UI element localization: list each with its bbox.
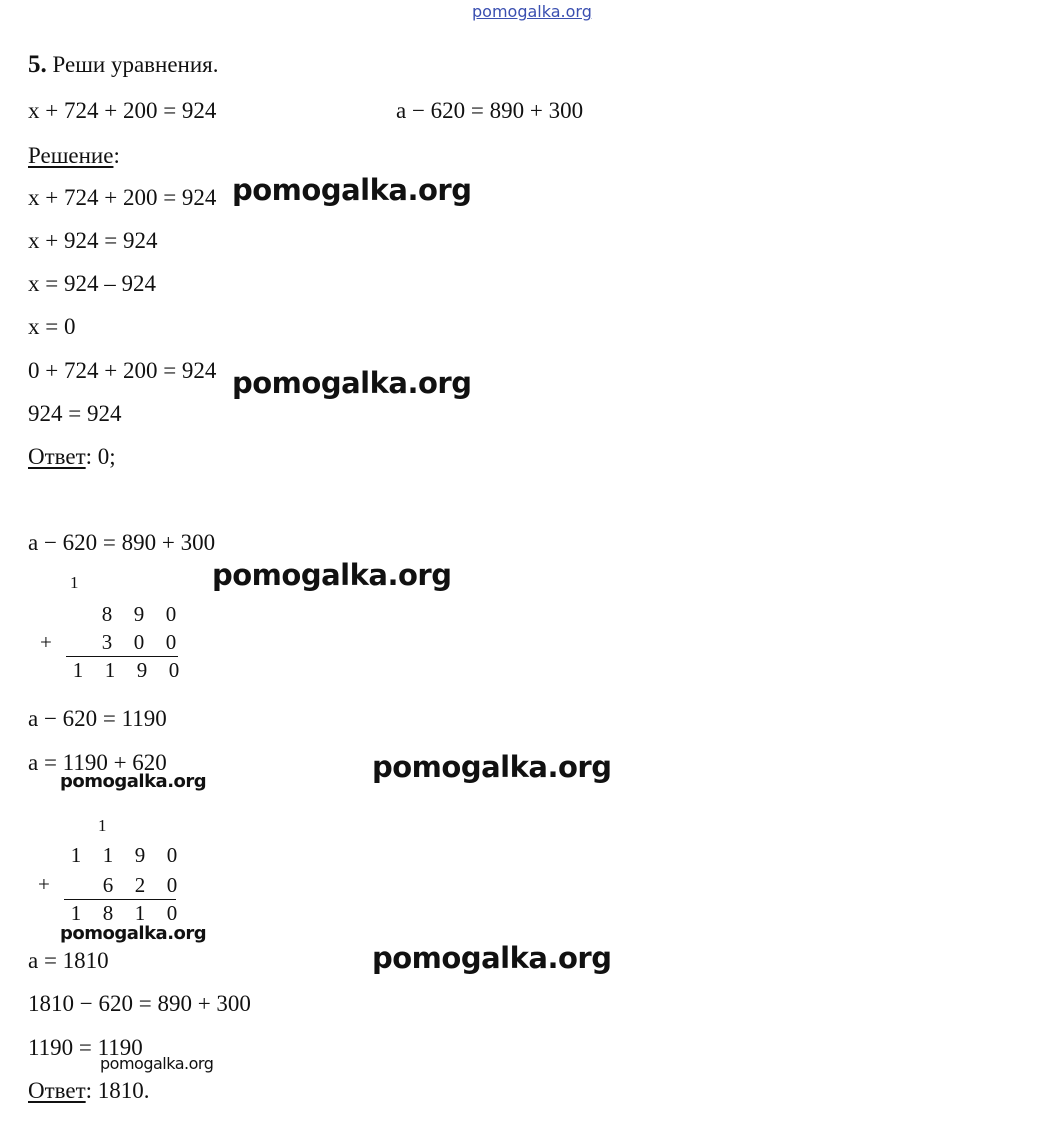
- calc2-carry: 1: [98, 816, 107, 835]
- calc1-top-digit: 0: [165, 602, 177, 626]
- solution-label: Решение: [28, 143, 114, 168]
- calc1-top-row: [91, 602, 187, 626]
- calc1-carry: 1: [70, 573, 79, 592]
- calc2-plus-sign: +: [38, 872, 50, 896]
- calc1-bottom-row: [91, 630, 187, 654]
- solution-colon: :: [113, 143, 120, 168]
- watermark-text: pomogalka.org: [232, 366, 472, 400]
- calc1-sum-line: [66, 656, 178, 657]
- watermark-text: pomogalka.org: [60, 771, 207, 792]
- calc2-top-digit: 9: [134, 843, 146, 867]
- watermark-text: pomogalka.org: [232, 173, 472, 207]
- part1-answer-label: Ответ: [28, 444, 86, 469]
- calc2-bottom-digit: 6: [102, 873, 114, 897]
- calc2-bottom-row: [92, 873, 188, 897]
- calc2-sum-line: [64, 899, 176, 900]
- task-header: [28, 52, 219, 78]
- calc1-bottom-digit: 0: [165, 630, 177, 654]
- calc1-bottom-digit: 0: [133, 630, 145, 654]
- watermark-text: pomogalka.org: [212, 558, 452, 592]
- part1-line-4: x = 0: [28, 314, 76, 339]
- calc1-top-digit: 9: [133, 602, 145, 626]
- solution-heading: [28, 143, 120, 169]
- part2-line-a: a − 620 = 1190: [28, 706, 167, 731]
- task-number: 5.: [28, 51, 47, 78]
- task-title: Реши уравнения.: [52, 52, 219, 77]
- calc2-result-digit: 8: [102, 901, 114, 925]
- calc1-result-digit: 9: [136, 658, 148, 682]
- watermark-text: pomogalka.org: [60, 923, 207, 944]
- part2-answer-label: Ответ: [28, 1078, 86, 1103]
- part1-answer: [28, 444, 116, 470]
- calc1-result-digit: 1: [104, 658, 116, 682]
- calc2-top-digit: 1: [102, 843, 114, 867]
- part1-answer-value: : 0;: [85, 444, 116, 469]
- part1-line-1: x + 724 + 200 = 924: [28, 185, 217, 210]
- calc2-result-digit: 1: [134, 901, 146, 925]
- top-watermark-link[interactable]: pomogalka.org: [472, 2, 592, 21]
- calc1-top-digit: 8: [101, 602, 113, 626]
- part1-line-6: 924 = 924: [28, 401, 122, 426]
- part2-answer-value: : 1810.: [85, 1078, 150, 1103]
- part2-answer: [28, 1078, 150, 1104]
- equation-first: x + 724 + 200 = 924: [28, 98, 217, 123]
- watermark-text: pomogalka.org: [100, 1054, 214, 1073]
- watermark-text: pomogalka.org: [372, 750, 612, 784]
- calc1-result-digit: 1: [72, 658, 84, 682]
- calc2-bottom-digit: 0: [166, 873, 178, 897]
- part1-line-3: x = 924 – 924: [28, 271, 156, 296]
- part2-check-2: 1190 = 1190: [28, 1035, 143, 1060]
- equation-second: a − 620 = 890 + 300: [396, 98, 584, 123]
- calc2-result-digit: 0: [166, 901, 178, 925]
- part2-check-1: 1810 − 620 = 890 + 300: [28, 991, 251, 1016]
- calc2-top-row: [60, 843, 188, 867]
- calc1-result-digit: 0: [168, 658, 180, 682]
- part2-line-b: a = 1190 + 620: [28, 750, 167, 775]
- part1-line-5: 0 + 724 + 200 = 924: [28, 358, 217, 383]
- calc1-result-row: [62, 658, 190, 682]
- calc1-bottom-digit: 3: [101, 630, 113, 654]
- part2-equation: a − 620 = 890 + 300: [28, 530, 216, 555]
- calc2-top-digit: 1: [70, 843, 82, 867]
- part1-line-2: x + 924 = 924: [28, 228, 158, 253]
- calc2-result-digit: 1: [70, 901, 82, 925]
- part2-line-c: a = 1810: [28, 948, 109, 973]
- calc2-result-row: [60, 901, 188, 925]
- watermark-text: pomogalka.org: [372, 941, 612, 975]
- calc2-top-digit: 0: [166, 843, 178, 867]
- calc2-bottom-digit: 2: [134, 873, 146, 897]
- calc1-plus-sign: +: [40, 630, 52, 654]
